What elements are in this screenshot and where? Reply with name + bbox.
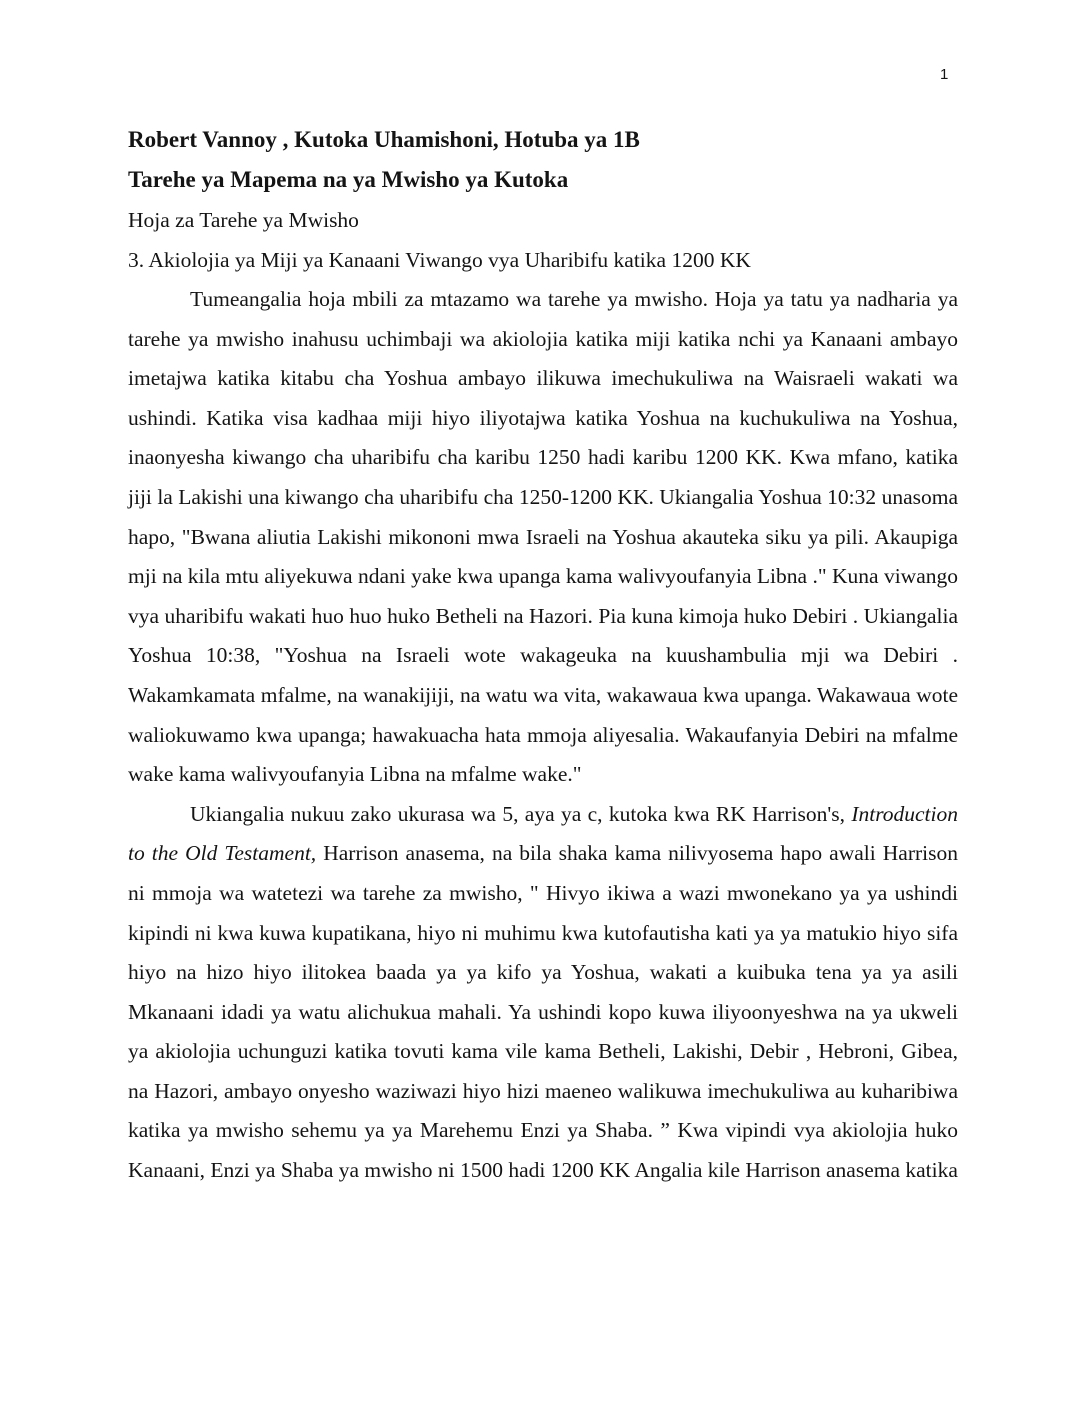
book-title: Introduction to the Old Testament, xyxy=(128,801,959,866)
document-subtitle: Tarehe ya Mapema na ya Mwisho ya Kutoka xyxy=(128,167,569,192)
paragraph-2 xyxy=(128,795,958,1191)
paragraph-2-rest: Harrison anasema, na bila shaka kama nilivyosema hapo awali Harrison ni mmoja wa watetezi wa tarehe za mwisho, " Hivyo ikiwa a wazi mwonekano ya ya ushindi kipindi ni kwa kuwa kupatikana, hiyo ni muhimu kwa kutofautisha kati ya ya matukio hiyo sifa hiyo na hizo hiyo ilitokea baada ya ya kifo ya Yoshua, wakati a kuibuka tena ya ya asili Mkanaani idadi ya watu alichukua mahali. Ya ushindi kopo kuwa iliyoonyeshwa na ya ukweli ya akiolojia uchunguzi katika tovuti kama vile kama Betheli, Lakishi, Debir , Hebroni, Gibea, na Hazori, ambayo onyesho waziwazi hiyo hizi maeneo walikuwa imechukuliwa au kuharibiwa katika ya mwisho sehemu ya ya Marehemu Enzi ya Shaba. ” Kwa vipindi vya akiolojia huko Kanaani, Enzi ya Shaba ya mwisho ni 1500 hadi 1200 KK Angalia kile Harrison anasema katika xyxy=(128,841,959,1183)
section-heading: Hoja za Tarehe ya Mwisho xyxy=(128,208,359,232)
page-number: 1 xyxy=(940,66,949,83)
paragraph-2-lead: Ukiangalia nukuu zako ukurasa wa 5, aya ya c, kutoka kwa RK Harrison's, xyxy=(190,801,845,826)
document-title: Robert Vannoy , Kutoka Uhamishoni, Hotuba ya 1B xyxy=(128,127,640,152)
document-body xyxy=(128,120,958,1191)
paragraph-1: Tumeangalia hoja mbili za mtazamo wa tarehe ya mwisho. Hoja ya tatu ya nadharia ya tarehe ya mwisho inahusu uchimbaji wa akiolojia katika miji katika nchi ya Kanaani ambayo imetajwa katika kitabu cha Yoshua ambayo ilikuwa imechukuliwa na Waisraeli wakati wa ushindi. Katika visa kadhaa miji hiyo iliyotajwa katika Yoshua na kuchukuliwa na Yoshua, inaonyesha kiwango cha uharibifu cha karibu 1250 hadi karibu 1200 KK. Kwa mfano, katika jiji la Lakishi una kiwango cha uharibifu cha 1250-1200 KK. Ukiangalia Yoshua 10:32 unasoma hapo, "Bwana aliutia Lakishi mikononi mwa Israeli na Yoshua akauteka siku ya pili. Akaupiga mji na kila mtu aliyekuwa ndani yake kwa upanga kama walivyoufanyia Libna ." Kuna viwango vya uharibifu wakati huo huo huko Betheli na Hazori. Pia kuna kimoja huko Debiri . Ukiangalia Yoshua 10:38, "Yoshua na Israeli wote wakageuka na kuushambulia mji wa Debiri . Wakamkamata mfalme, na wanakijiji, na watu wa vita, wakawaua kwa upanga. Wakawaua wote waliokuwamo kwa upanga; hawakuacha hata mmoja aliyesalia. Wakaufanyia Debiri na mfalme wake kama walivyoufanyia Libna na mfalme wake." xyxy=(128,287,958,787)
subsection-heading: 3. Akiolojia ya Miji ya Kanaani Viwango vya Uharibifu katika 1200 KK xyxy=(128,248,751,272)
